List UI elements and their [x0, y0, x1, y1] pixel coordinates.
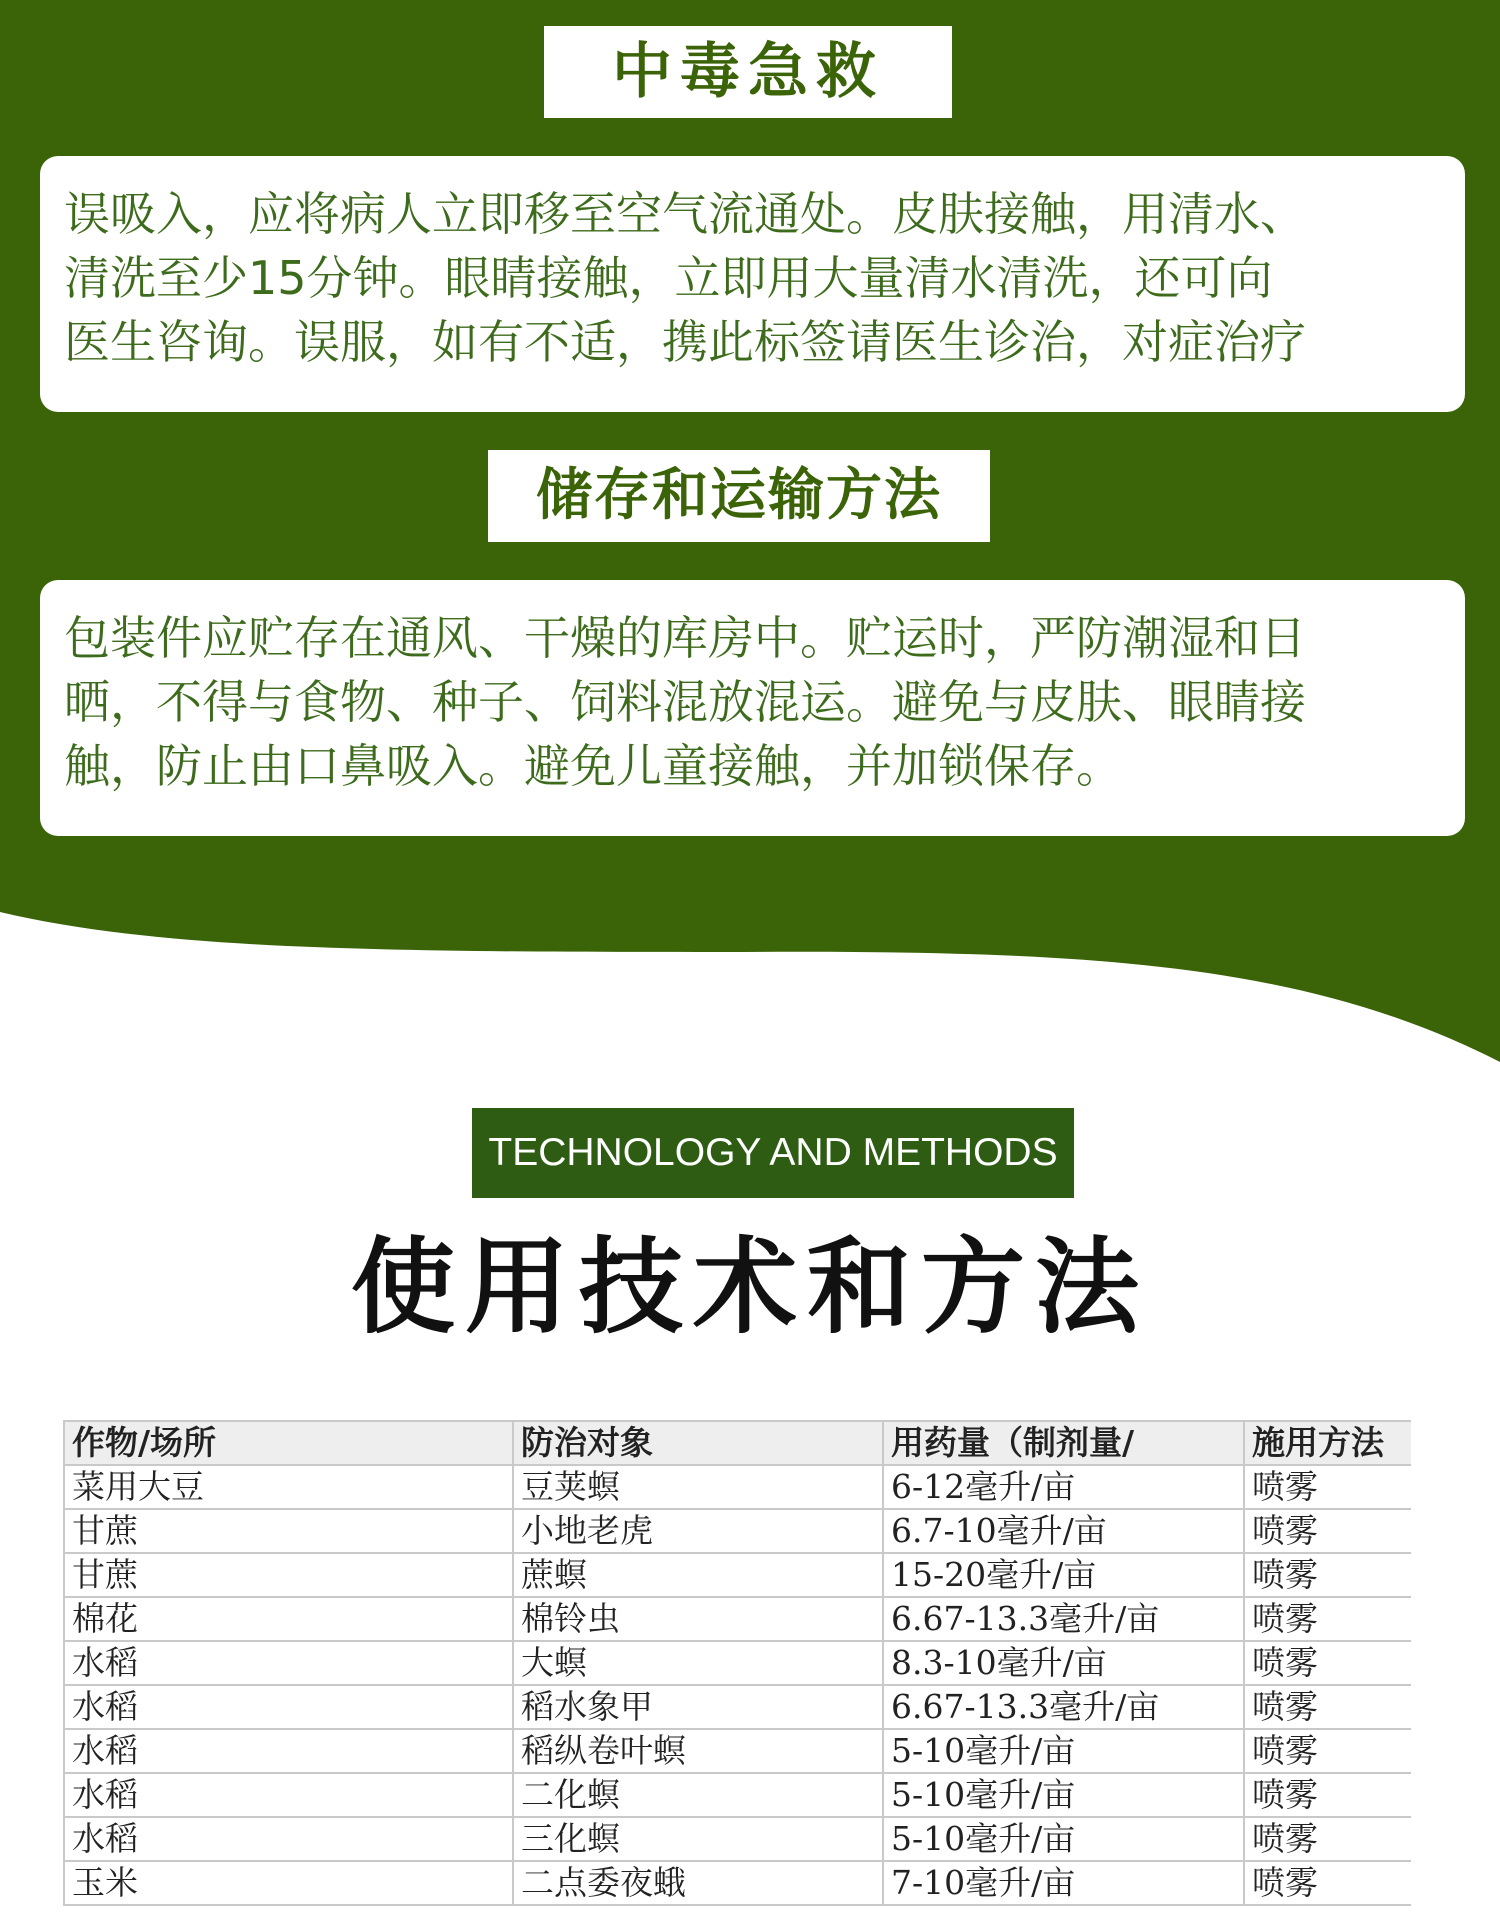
- cell-method: 喷雾: [1244, 1597, 1411, 1641]
- table-row: [64, 1597, 1411, 1641]
- table-row: [64, 1553, 1411, 1597]
- cell-target: 小地老虎: [513, 1509, 883, 1553]
- storage-title: 储存和运输方法: [488, 450, 990, 542]
- table-row: [64, 1729, 1411, 1773]
- cell-target: 豆荚螟: [513, 1465, 883, 1509]
- table-header-row: [64, 1421, 1411, 1465]
- table-row: [64, 1465, 1411, 1509]
- cell-method: 喷雾: [1244, 1509, 1411, 1553]
- cell-target: 二化螟: [513, 1773, 883, 1817]
- cell-dosage: 6.67-13.3毫升/亩: [883, 1685, 1244, 1729]
- table-row: [64, 1773, 1411, 1817]
- first-aid-line: 医生咨询。误服，如有不适，携此标签请医生诊治，对症治疗: [64, 315, 1306, 369]
- cell-target: 蔗螟: [513, 1553, 883, 1597]
- usage-table-container: [63, 1420, 1411, 1920]
- first-aid-title: 中毒急救: [544, 26, 952, 118]
- cell-target: 棉铃虫: [513, 1597, 883, 1641]
- cell-dosage: 5-10毫升/亩: [883, 1817, 1244, 1861]
- first-aid-card: [40, 156, 1465, 412]
- cell-target: 稻水象甲: [513, 1685, 883, 1729]
- cell-crop: 水稻: [64, 1817, 513, 1861]
- table-row: [64, 1685, 1411, 1729]
- cell-method: 喷雾: [1244, 1861, 1411, 1905]
- cell-dosage: 15-20毫升/亩: [883, 1553, 1244, 1597]
- table-row: [64, 1509, 1411, 1553]
- page-title: 使用技术和方法: [350, 1226, 1149, 1348]
- cell-method: 喷雾: [1244, 1465, 1411, 1509]
- cell-method: 喷雾: [1244, 1685, 1411, 1729]
- cell-crop: 甘蔗: [64, 1509, 513, 1553]
- cell-method: 喷雾: [1244, 1729, 1411, 1773]
- header-target: 防治对象: [513, 1421, 883, 1465]
- storage-card: [40, 580, 1465, 836]
- first-aid-line: 误吸入，应将病人立即移至空气流通处。皮肤接触，用清水、: [64, 187, 1306, 241]
- cell-dosage: 6.67-13.3毫升/亩: [883, 1597, 1244, 1641]
- cell-target: 三化螟: [513, 1817, 883, 1861]
- cell-target: 二点委夜蛾: [513, 1861, 883, 1905]
- cell-target: 大螟: [513, 1641, 883, 1685]
- cell-crop: 水稻: [64, 1641, 513, 1685]
- cell-crop: 水稻: [64, 1685, 513, 1729]
- cell-target: 稻纵卷叶螟: [513, 1729, 883, 1773]
- header-crop: 作物/场所: [64, 1421, 513, 1465]
- cell-dosage: 7-10毫升/亩: [883, 1861, 1244, 1905]
- header-dosage: 用药量（制剂量/: [883, 1421, 1244, 1465]
- table-row: [64, 1861, 1411, 1905]
- cell-crop: 棉花: [64, 1597, 513, 1641]
- cell-dosage: 8.3-10毫升/亩: [883, 1641, 1244, 1685]
- cell-dosage: 6-12毫升/亩: [883, 1465, 1244, 1509]
- cell-method: 喷雾: [1244, 1641, 1411, 1685]
- header-method: 施用方法: [1244, 1421, 1411, 1465]
- cell-crop: 水稻: [64, 1773, 513, 1817]
- storage-line: 包装件应贮存在通风、干燥的库房中。贮运时，严防潮湿和日: [64, 611, 1306, 665]
- tech-label: TECHNOLOGY AND METHODS: [472, 1108, 1074, 1198]
- storage-line: 晒，不得与食物、种子、饲料混放混运。避免与皮肤、眼睛接: [64, 675, 1306, 729]
- first-aid-line: 清洗至少15分钟。眼睛接触，立即用大量清水清洗，还可向: [64, 251, 1273, 305]
- usage-table: [63, 1420, 1411, 1906]
- cell-crop: 玉米: [64, 1861, 513, 1905]
- cell-dosage: 6.7-10毫升/亩: [883, 1509, 1244, 1553]
- cell-method: 喷雾: [1244, 1773, 1411, 1817]
- cell-crop: 菜用大豆: [64, 1465, 513, 1509]
- cell-dosage: 5-10毫升/亩: [883, 1729, 1244, 1773]
- cell-method: 喷雾: [1244, 1553, 1411, 1597]
- cell-method: 喷雾: [1244, 1817, 1411, 1861]
- table-row: [64, 1817, 1411, 1861]
- storage-line: 触，防止由口鼻吸入。避免儿童接触，并加锁保存。: [64, 739, 1122, 793]
- cell-crop: 甘蔗: [64, 1553, 513, 1597]
- cell-crop: 水稻: [64, 1729, 513, 1773]
- table-row: [64, 1641, 1411, 1685]
- cell-dosage: 5-10毫升/亩: [883, 1773, 1244, 1817]
